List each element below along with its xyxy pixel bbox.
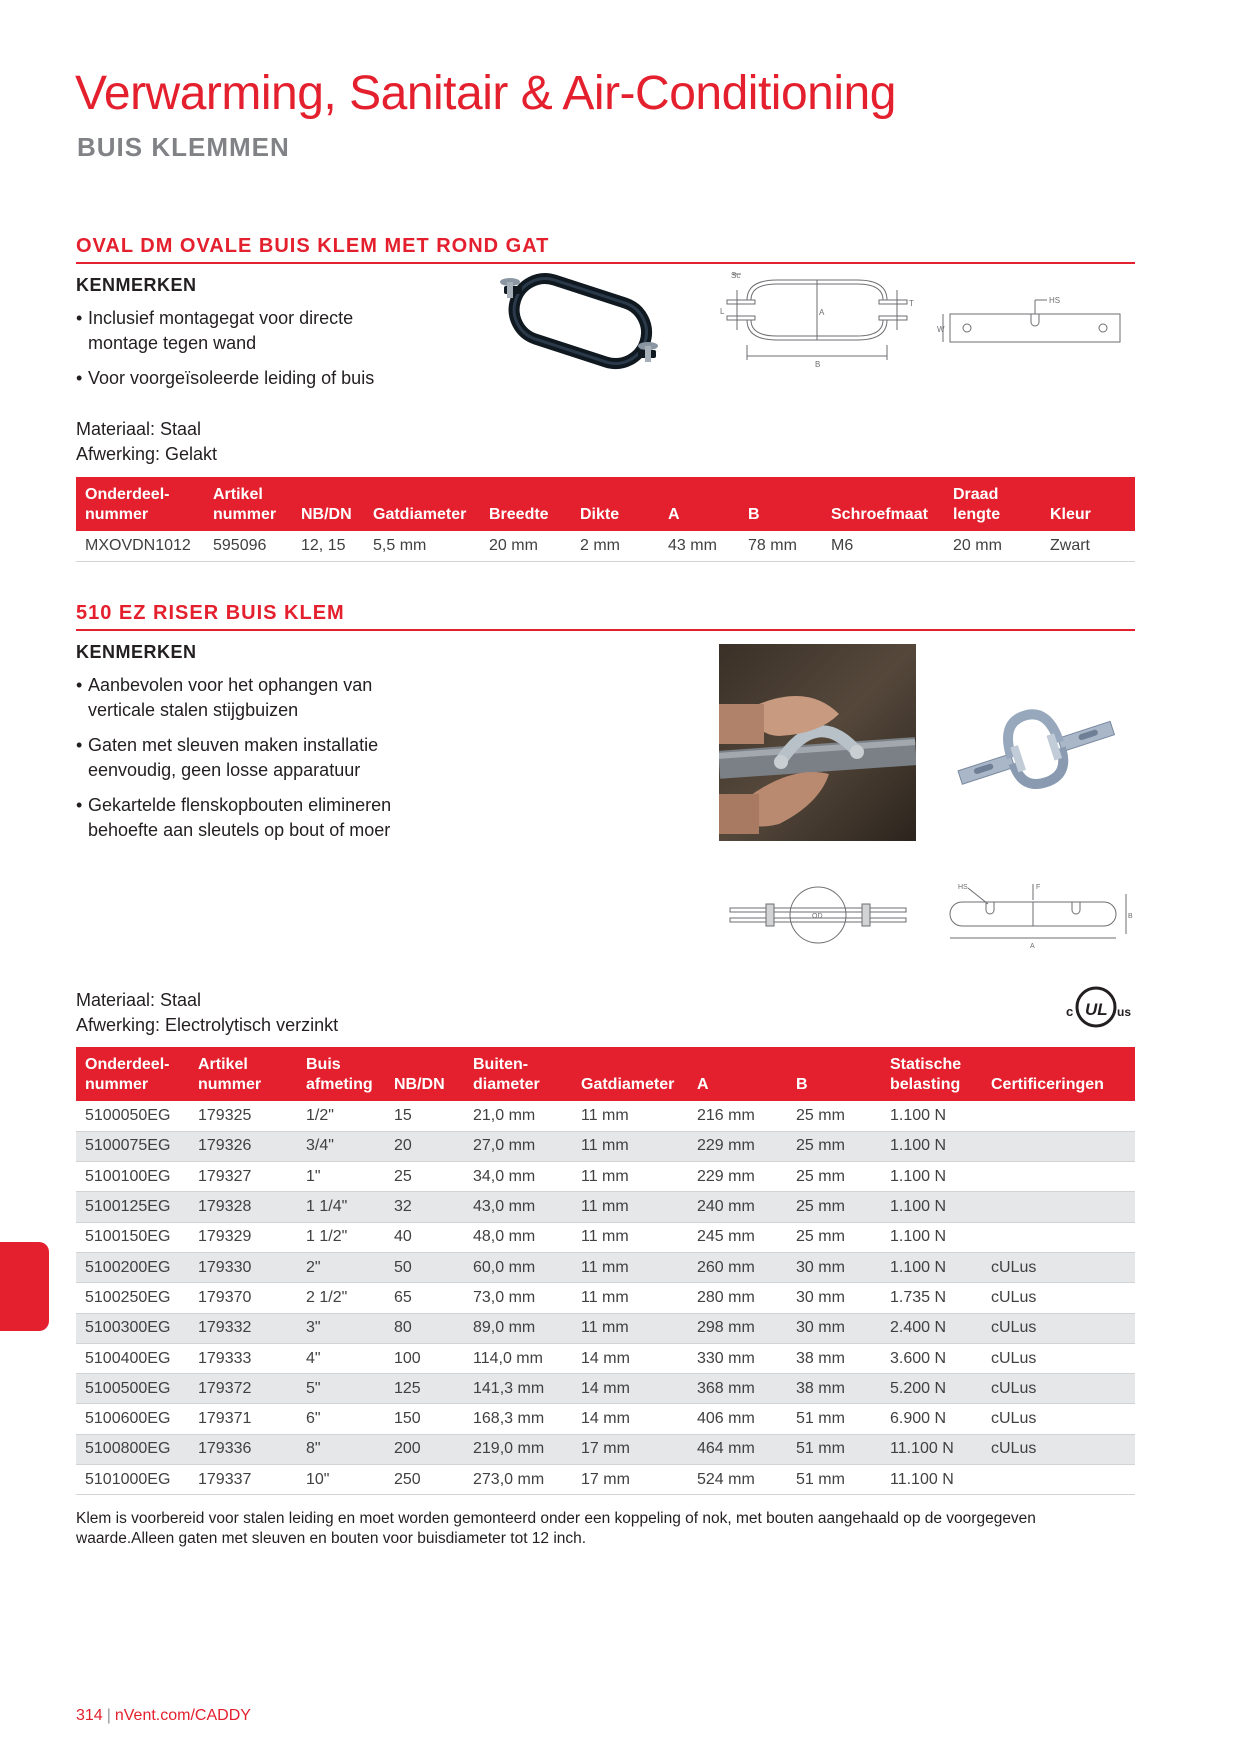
table-cell: 5100200EG xyxy=(76,1252,189,1282)
column-header: Certificeringen xyxy=(982,1047,1135,1101)
table-cell: 2 1/2" xyxy=(297,1283,385,1313)
table-cell: 43,0 mm xyxy=(464,1192,572,1222)
table-cell: 280 mm xyxy=(688,1283,787,1313)
table-cell: 1.735 N xyxy=(881,1283,982,1313)
table-cell: 406 mm xyxy=(688,1404,787,1434)
list-item: • Inclusief montagegat voor directe montage tegen wand xyxy=(76,306,416,356)
oval-clamp-strip-drawing xyxy=(935,292,1135,348)
table-cell xyxy=(982,1162,1135,1192)
table-row xyxy=(76,1313,1135,1343)
table-cell xyxy=(982,1101,1135,1131)
table-cell: 14 mm xyxy=(572,1343,688,1373)
table-cell: 524 mm xyxy=(688,1465,787,1495)
table-cell: 65 xyxy=(385,1283,464,1313)
table-cell: 11 mm xyxy=(572,1222,688,1252)
section2-divider xyxy=(76,629,1135,631)
table-cell: 179329 xyxy=(189,1222,297,1252)
section1-kenmerken-label: KENMERKEN xyxy=(76,275,197,295)
table-cell: 5100050EG xyxy=(76,1101,189,1131)
section2-feature-list xyxy=(76,673,406,853)
table-cell: 179336 xyxy=(189,1434,297,1464)
table-cell: 25 xyxy=(385,1162,464,1192)
table-cell: 464 mm xyxy=(688,1434,787,1464)
drawing-label-w: W xyxy=(937,325,945,334)
table-cell: 21,0 mm xyxy=(464,1101,572,1131)
section2-heading: 510 EZ RISER BUIS KLEM xyxy=(76,602,345,624)
column-header: Breedte xyxy=(480,477,571,531)
table-cell: 595096 xyxy=(204,531,292,561)
table-row xyxy=(76,1283,1135,1313)
drawing-label-a: A xyxy=(819,308,825,317)
table-cell xyxy=(982,1465,1135,1495)
table-cell: 51 mm xyxy=(787,1434,881,1464)
table-cell: 219,0 mm xyxy=(464,1434,572,1464)
section1-feature-list xyxy=(76,306,416,401)
table-cell: 38 mm xyxy=(787,1343,881,1373)
table-cell: 78 mm xyxy=(739,531,822,561)
table-cell: 5100125EG xyxy=(76,1192,189,1222)
oval-clamp-dimension-drawing xyxy=(717,270,917,374)
table-cell: 179332 xyxy=(189,1313,297,1343)
section1-finish: Afwerking: Gelakt xyxy=(76,444,218,464)
table-cell: 250 xyxy=(385,1465,464,1495)
table-cell: 30 mm xyxy=(787,1252,881,1282)
table-row xyxy=(76,1343,1135,1373)
table-row xyxy=(76,1101,1135,1131)
table-cell: 179337 xyxy=(189,1465,297,1495)
table-cell: 5,5 mm xyxy=(364,531,480,561)
drawing-label-t: T xyxy=(909,299,914,308)
table-cell: Zwart xyxy=(1041,531,1135,561)
section2-table-body xyxy=(76,1101,1135,1495)
table-cell xyxy=(982,1131,1135,1161)
table-cell: 179325 xyxy=(189,1101,297,1131)
column-header: Schroefmaat xyxy=(822,477,944,531)
column-header: A xyxy=(659,477,739,531)
table-cell: 179330 xyxy=(189,1252,297,1282)
table-cell: 43 mm xyxy=(659,531,739,561)
list-item: • Gekartelde flenskopbouten elimineren behoefte aan sleutels op bout of moer xyxy=(76,793,406,843)
table-cell: cULus xyxy=(982,1404,1135,1434)
table-cell: 89,0 mm xyxy=(464,1313,572,1343)
table-row xyxy=(76,1222,1135,1252)
table-cell: 48,0 mm xyxy=(464,1222,572,1252)
drawing-label-a: A xyxy=(1030,943,1035,950)
table-cell: 100 xyxy=(385,1343,464,1373)
table-cell: 1.100 N xyxy=(881,1162,982,1192)
column-header: Buiten- diameter xyxy=(464,1047,572,1101)
table-cell: 368 mm xyxy=(688,1374,787,1404)
table-cell: 229 mm xyxy=(688,1162,787,1192)
riser-clamp-dimension-drawing xyxy=(728,880,908,950)
logo-ul: UL xyxy=(1085,1000,1108,1019)
oval-clamp-product-image xyxy=(490,272,670,372)
table-cell: 229 mm xyxy=(688,1131,787,1161)
table-cell: 5100100EG xyxy=(76,1162,189,1192)
table-cell: 17 mm xyxy=(572,1465,688,1495)
table-cell: 5100150EG xyxy=(76,1222,189,1252)
table-cell: 6.900 N xyxy=(881,1404,982,1434)
riser-clamp-product-image xyxy=(950,704,1120,794)
table-cell: 1.100 N xyxy=(881,1222,982,1252)
section1-heading: OVAL DM OVALE BUIS KLEM MET ROND GAT xyxy=(76,235,550,257)
column-header: Artikel nummer xyxy=(189,1047,297,1101)
column-header: Kleur xyxy=(1041,477,1135,531)
column-header: Artikel nummer xyxy=(204,477,292,531)
table-cell: 179327 xyxy=(189,1162,297,1192)
table-row xyxy=(76,531,1135,561)
table-cell xyxy=(982,1192,1135,1222)
riser-clamp-installation-photo xyxy=(719,644,916,841)
table-cell: 5" xyxy=(297,1374,385,1404)
column-header: B xyxy=(787,1047,881,1101)
table-cell: 14 mm xyxy=(572,1404,688,1434)
table-cell: 2.400 N xyxy=(881,1313,982,1343)
table-cell: 114,0 mm xyxy=(464,1343,572,1373)
table-cell: 2" xyxy=(297,1252,385,1282)
table-cell: 14 mm xyxy=(572,1374,688,1404)
column-header: Buis afmeting xyxy=(297,1047,385,1101)
table-cell: 5101000EG xyxy=(76,1465,189,1495)
table-cell: 11.100 N xyxy=(881,1465,982,1495)
table-cell: 25 mm xyxy=(787,1131,881,1161)
table-cell: 11 mm xyxy=(572,1162,688,1192)
drawing-label-b: B xyxy=(1128,913,1133,920)
table-cell: 5100300EG xyxy=(76,1313,189,1343)
table-cell: 11 mm xyxy=(572,1101,688,1131)
table-cell: 179370 xyxy=(189,1283,297,1313)
logo-c: c xyxy=(1066,1004,1074,1019)
footer-separator: | xyxy=(106,1707,111,1724)
column-header: Gatdiameter xyxy=(572,1047,688,1101)
table-cell: MXOVDN1012 xyxy=(76,531,204,561)
table-cell: 216 mm xyxy=(688,1101,787,1131)
table-cell: 25 mm xyxy=(787,1192,881,1222)
table-cell: 80 xyxy=(385,1313,464,1343)
table-cell: 34,0 mm xyxy=(464,1162,572,1192)
table-cell: 1.100 N xyxy=(881,1131,982,1161)
table-cell: 25 mm xyxy=(787,1222,881,1252)
table-cell: 1.100 N xyxy=(881,1192,982,1222)
drawing-label-f: F xyxy=(1036,884,1041,891)
list-item: • Aanbevolen voor het ophangen van verticale stalen stijgbuizen xyxy=(76,673,406,723)
column-header: A xyxy=(688,1047,787,1101)
column-header: Dikte xyxy=(571,477,659,531)
table-header-row xyxy=(76,477,1135,531)
table-cell: 179372 xyxy=(189,1374,297,1404)
table-cell: 15 xyxy=(385,1101,464,1131)
list-item: • Voor voorgeïsoleerde leiding of buis xyxy=(76,366,416,391)
table-cell: 32 xyxy=(385,1192,464,1222)
list-item: • Gaten met sleuven maken installatie eenvoudig, geen losse apparatuur xyxy=(76,733,406,783)
table-cell: 11 mm xyxy=(572,1192,688,1222)
table-cell xyxy=(982,1222,1135,1252)
drawing-label-b: B xyxy=(815,360,821,369)
page-subtitle: BUIS KLEMMEN xyxy=(77,132,290,162)
drawing-label-l: L xyxy=(720,307,725,316)
table-cell: 298 mm xyxy=(688,1313,787,1343)
table-cell: 1" xyxy=(297,1162,385,1192)
table-cell: 3" xyxy=(297,1313,385,1343)
section1-divider xyxy=(76,262,1135,264)
table-cell: 330 mm xyxy=(688,1343,787,1373)
table-cell: 11 mm xyxy=(572,1283,688,1313)
table-cell: 40 xyxy=(385,1222,464,1252)
table-cell: 240 mm xyxy=(688,1192,787,1222)
section1-table-body xyxy=(76,531,1135,561)
table-cell: 6" xyxy=(297,1404,385,1434)
table-cell: cULus xyxy=(982,1313,1135,1343)
table-cell: 5100600EG xyxy=(76,1404,189,1434)
section1-material: Materiaal: Staal xyxy=(76,419,202,439)
table-cell: 245 mm xyxy=(688,1222,787,1252)
riser-clamp-strip-drawing xyxy=(944,880,1134,950)
page-title: Verwarming, Sanitair & Air-Conditioning xyxy=(75,67,896,120)
table-cell: 179333 xyxy=(189,1343,297,1373)
table-cell: 179326 xyxy=(189,1131,297,1161)
table-row xyxy=(76,1404,1135,1434)
table-row xyxy=(76,1434,1135,1464)
table-row xyxy=(76,1131,1135,1161)
table-cell: 5100400EG xyxy=(76,1343,189,1373)
table-cell: 5100075EG xyxy=(76,1131,189,1161)
table-cell: 11 mm xyxy=(572,1131,688,1161)
table-cell: 1.100 N xyxy=(881,1101,982,1131)
section2-material: Materiaal: Staal xyxy=(76,990,202,1010)
table-cell: 11 mm xyxy=(572,1252,688,1282)
table-cell: cULus xyxy=(982,1374,1135,1404)
table-cell: 3.600 N xyxy=(881,1343,982,1373)
table-cell: 30 mm xyxy=(787,1283,881,1313)
table-cell: 5100800EG xyxy=(76,1434,189,1464)
column-header: Gatdiameter xyxy=(364,477,480,531)
table-row xyxy=(76,1192,1135,1222)
table-row xyxy=(76,1162,1135,1192)
table-cell: 10" xyxy=(297,1465,385,1495)
table-cell: 168,3 mm xyxy=(464,1404,572,1434)
chapter-tab-marker xyxy=(0,1242,49,1331)
table-cell: 27,0 mm xyxy=(464,1131,572,1161)
table-cell: 50 xyxy=(385,1252,464,1282)
table-cell: 141,3 mm xyxy=(464,1374,572,1404)
table-cell: 2 mm xyxy=(571,531,659,561)
footer-website-link[interactable]: nVent.com/CADDY xyxy=(114,1707,251,1724)
table-cell: 273,0 mm xyxy=(464,1465,572,1495)
section1-spec-table xyxy=(76,477,1135,562)
page-number: 314 xyxy=(76,1707,103,1724)
table-cell: 20 mm xyxy=(480,531,571,561)
table-cell: 1/2" xyxy=(297,1101,385,1131)
table-cell: 125 xyxy=(385,1374,464,1404)
table-cell: 1 1/4" xyxy=(297,1192,385,1222)
table-cell: 51 mm xyxy=(787,1465,881,1495)
logo-us: us xyxy=(1117,1005,1132,1019)
table-cell: 8" xyxy=(297,1434,385,1464)
table-cell: 25 mm xyxy=(787,1101,881,1131)
table-cell: 5100250EG xyxy=(76,1283,189,1313)
table-row xyxy=(76,1465,1135,1495)
table-header-row xyxy=(76,1047,1135,1101)
table-cell: 12, 15 xyxy=(292,531,364,561)
table-cell: 17 mm xyxy=(572,1434,688,1464)
table-cell: 1 1/2" xyxy=(297,1222,385,1252)
culus-certification-logo xyxy=(1056,984,1136,1030)
table-row xyxy=(76,1374,1135,1404)
table-cell: 38 mm xyxy=(787,1374,881,1404)
column-header: Draad lengte xyxy=(944,477,1041,531)
table-cell: cULus xyxy=(982,1434,1135,1464)
section2-kenmerken-label: KENMERKEN xyxy=(76,642,197,662)
section2-note: Klem is voorbereid voor stalen leiding en moet worden gemonteerd onder een koppeling of nok, met bouten aangehaald op de voorgegeven waarde.Alleen gaten met sleuven en bouten voor buisdiameter tot 12 inch. xyxy=(76,1510,1036,1547)
drawing-label-sc: Sc xyxy=(731,271,741,280)
table-cell: cULus xyxy=(982,1283,1135,1313)
table-cell: 4" xyxy=(297,1343,385,1373)
page-footer xyxy=(76,1707,251,1725)
table-cell: 11 mm xyxy=(572,1313,688,1343)
column-header: B xyxy=(739,477,822,531)
table-cell: 260 mm xyxy=(688,1252,787,1282)
table-cell: 1.100 N xyxy=(881,1252,982,1282)
table-cell: 11.100 N xyxy=(881,1434,982,1464)
drawing-label-hs: HS xyxy=(958,884,968,891)
table-cell: 51 mm xyxy=(787,1404,881,1434)
column-header: Onderdeel- nummer xyxy=(76,477,204,531)
table-cell: 60,0 mm xyxy=(464,1252,572,1282)
column-header: Statische belasting xyxy=(881,1047,982,1101)
table-cell: 3/4" xyxy=(297,1131,385,1161)
table-cell: 20 mm xyxy=(944,531,1041,561)
table-cell: 179371 xyxy=(189,1404,297,1434)
table-cell: M6 xyxy=(822,531,944,561)
table-cell: cULus xyxy=(982,1252,1135,1282)
table-cell: 5100500EG xyxy=(76,1374,189,1404)
table-cell: 25 mm xyxy=(787,1162,881,1192)
section2-finish: Afwerking: Electrolytisch verzinkt xyxy=(76,1015,339,1035)
column-header: NB/DN xyxy=(385,1047,464,1101)
column-header: Onderdeel- nummer xyxy=(76,1047,189,1101)
table-cell: 5.200 N xyxy=(881,1374,982,1404)
section2-spec-table xyxy=(76,1047,1135,1495)
table-cell: 200 xyxy=(385,1434,464,1464)
column-header: NB/DN xyxy=(292,477,364,531)
table-cell: 150 xyxy=(385,1404,464,1434)
table-row xyxy=(76,1252,1135,1282)
table-cell: 20 xyxy=(385,1131,464,1161)
table-cell: cULus xyxy=(982,1343,1135,1373)
table-cell: 30 mm xyxy=(787,1313,881,1343)
table-cell: 73,0 mm xyxy=(464,1283,572,1313)
drawing-label-hs: HS xyxy=(1049,296,1061,305)
table-cell: 179328 xyxy=(189,1192,297,1222)
drawing-label-od: OD xyxy=(812,913,823,920)
